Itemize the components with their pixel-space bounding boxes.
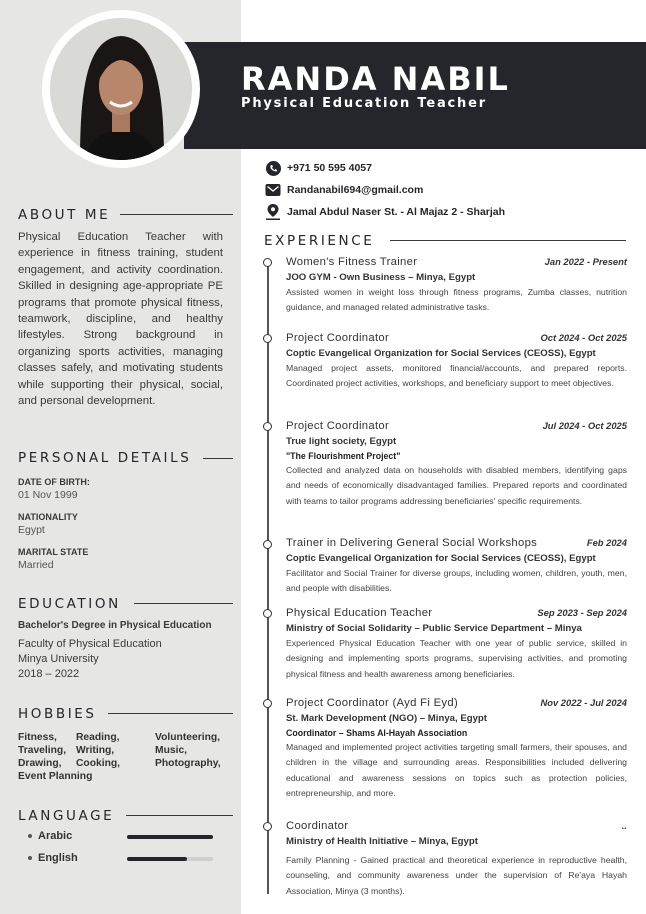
timeline-dot <box>263 422 272 431</box>
experience-title: Trainer in Delivering General Social Workshops <box>286 537 538 549</box>
marital-value: Married <box>18 559 54 571</box>
divider <box>120 214 233 215</box>
experience-description: Experienced Physical Education Teacher with one year of public service, skilled in designing and implementing sports programs, supervising activities, and promoting physical fitness and health awareness among beneficiaries. <box>286 638 627 679</box>
education-degree: Bachelor's Degree in Physical Education <box>18 620 212 631</box>
education-university: Minya University <box>18 653 99 665</box>
experience-organization: JOO GYM - Own Business – Minya, Egypt <box>286 272 476 283</box>
phone-icon <box>265 160 281 176</box>
home-address: Jamal Abdul Naser St. - Al Majaz 2 - Sharjah <box>287 206 506 218</box>
section-heading-personal: PERSONAL DETAILS <box>18 450 192 466</box>
hobby-item: Event Planning <box>18 771 93 782</box>
timeline-dot <box>263 540 272 549</box>
experience-organization: Coptic Evangelical Organization for Social Services (CEOSS), Egypt <box>286 348 596 359</box>
nationality-label: NATIONALITY <box>18 512 78 522</box>
language-level-fill <box>127 835 213 839</box>
experience-entry <box>286 607 627 682</box>
dob-label: DATE OF BIRTH: <box>18 477 90 487</box>
bullet-icon <box>28 834 32 838</box>
experience-date: Oct 2024 - Oct 2025 <box>540 332 627 343</box>
contact-address <box>265 203 505 221</box>
timeline-dot <box>263 258 272 267</box>
section-heading-experience: EXPERIENCE <box>264 233 375 249</box>
hobby-item: Drawing, <box>18 758 62 769</box>
education-years: 2018 – 2022 <box>18 668 80 680</box>
education-faculty: Faculty of Physical Education <box>18 638 162 650</box>
experience-organization: True light society, Egypt <box>286 436 397 447</box>
experience-description: Managed and implemented project activities targeting small farmers, their spouses, and children in the village and surrounding areas. Responsibilities included delivering educational and awareness sessions on topics such as protection policies, entrepreneurship, and more. <box>286 742 627 798</box>
experience-title: Project Coordinator <box>286 420 390 432</box>
about-text: Physical Education Teacher with experience in fitness training, student engagement, and activity coordination. Skilled in designing age-appropriate PE programs that promote physical fitness, teamwork, discipline, and healthy lifestyles. Strong background in organizing sports activities, managing classes safely, and motivating students while supporting their physical, social, and personal development. <box>18 231 223 408</box>
location-pin-icon <box>265 204 281 220</box>
language-item <box>28 852 78 864</box>
hobby-item: Traveling, <box>18 745 67 756</box>
timeline-dot <box>263 334 272 343</box>
divider <box>126 815 233 816</box>
contact-phone <box>265 159 372 177</box>
experience-title: Project Coordinator <box>286 332 390 344</box>
hobby-item: Photography, <box>155 758 221 769</box>
experience-organization: St. Mark Development (NGO) – Minya, Egypt <box>286 713 487 724</box>
experience-organization: Ministry of Health Initiative – Minya, Egypt <box>286 836 478 847</box>
contact-email <box>265 181 423 199</box>
hobby-list-col2 <box>76 731 120 770</box>
hobby-item: Reading, <box>76 732 120 743</box>
job-title-header: Physical Education Teacher <box>241 96 487 111</box>
experience-description: Facilitator and Social Trainer for diverse groups, including women, children, youth, men, and people with disabilities. <box>286 568 627 594</box>
timeline-dot <box>263 822 272 831</box>
language-name: Arabic <box>38 830 73 842</box>
language-level-fill <box>127 857 187 861</box>
profile-photo <box>50 18 192 160</box>
hobby-item: Music, <box>155 745 188 756</box>
experience-date: Jul 2024 - Oct 2025 <box>542 420 627 431</box>
project-role: Coordinator – Shams Al-Hayah Association <box>286 728 468 738</box>
divider <box>108 713 233 714</box>
nationality-value: Egypt <box>18 524 45 536</box>
language-level-bar <box>127 857 213 861</box>
section-heading-hobbies: HOBBIES <box>18 706 97 722</box>
timeline-dot <box>263 699 272 708</box>
hobby-item: Cooking, <box>76 758 121 769</box>
divider <box>390 240 626 241</box>
hobby-item: Volunteering, <box>155 732 221 743</box>
experience-organization: Coptic Evangelical Organization for Social Services (CEOSS), Egypt <box>286 553 596 564</box>
divider <box>203 458 233 459</box>
language-item <box>28 830 72 842</box>
divider <box>134 603 233 604</box>
person-name: RANDA NABIL <box>241 60 510 98</box>
section-heading-education: EDUCATION <box>18 596 121 612</box>
section-heading-about: ABOUT ME <box>18 207 111 223</box>
experience-date: Jan 2022 - Present <box>544 256 627 267</box>
bullet-icon <box>28 856 32 860</box>
email-icon <box>265 182 281 198</box>
section-heading-language: LANGUAGE <box>18 808 115 824</box>
dob-value: 01 Nov 1999 <box>18 489 78 501</box>
experience-entry <box>286 420 627 509</box>
experience-date: Nov 2022 - Jul 2024 <box>540 697 627 708</box>
experience-timeline <box>267 262 269 894</box>
phone-number[interactable]: +971 50 595 4057 <box>287 162 372 174</box>
experience-entry <box>286 256 627 316</box>
experience-description: Family Planning - Gained practical and theoretical experience in reproductive health, counseling, and community awareness under the supervision of Re'aya Hayah Association, Minya (3 months). <box>286 855 627 896</box>
experience-entry <box>286 697 627 801</box>
experience-description: Managed project assets, monitored financial/accounts, and prepared reports. Coordinated project activities, workshops, and beneficiary support to meet objectives. <box>286 363 627 389</box>
experience-title: Physical Education Teacher <box>286 607 433 619</box>
experience-date: Sep 2023 - Sep 2024 <box>537 607 627 618</box>
experience-description: Collected and analyzed data on households with disabled members, identifying gaps and needs of economically disadvantaged families. Prepared reports and coordinated with teams to tailor programs addressing beneficiaries' specific requirements. <box>286 465 627 506</box>
marital-label: MARITAL STATE <box>18 547 89 557</box>
hobby-item: Fitness, <box>18 732 57 743</box>
timeline-dot <box>263 609 272 618</box>
hobby-list-col3 <box>155 731 221 770</box>
hobby-item: Writing, <box>76 745 115 756</box>
experience-entry <box>286 537 627 597</box>
email-address[interactable]: Randanabil694@gmail.com <box>287 184 424 196</box>
experience-date: Feb 2024 <box>586 537 627 548</box>
experience-title: Women's Fitness Trainer <box>286 256 418 268</box>
experience-title: Project Coordinator (Ayd Fi Eyd) <box>286 697 459 709</box>
experience-entry <box>286 820 627 899</box>
language-name: English <box>38 852 78 864</box>
project-name: "The Flourishment Project" <box>286 451 401 461</box>
language-level-bar <box>127 835 213 839</box>
experience-date: .. <box>621 820 627 831</box>
experience-title: Coordinator <box>286 820 349 832</box>
experience-organization: Ministry of Social Solidarity – Public Service Department – Minya <box>286 623 582 634</box>
experience-entry <box>286 332 627 392</box>
experience-description: Assisted women in weight loss through fitness programs, Zumba classes, nutrition guidance, and managed related administrative tasks. <box>286 287 627 313</box>
